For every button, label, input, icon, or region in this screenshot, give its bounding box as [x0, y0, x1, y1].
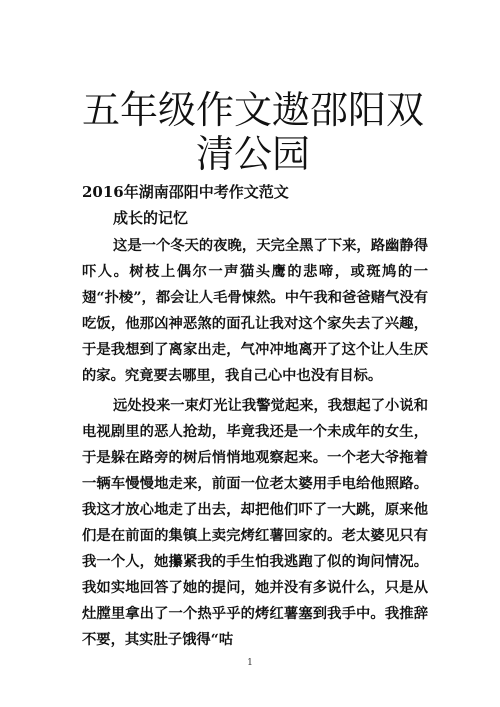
essay-paragraph-1: 这是一个冬天的夜晚，天完全黑了下来，路幽静得吓人。树枝上偶尔一声猫头鹰的悲啼，或斑鸠的一翅“扑棱”，都会让人毛骨悚然。中午我和爸爸赌气没有吃饭，他那凶神恶煞的面孔让我对这个家失去了兴趣，于是我想到了离家出走，气冲冲地离开了这个让人生厌的家。究竟要去哪里，我自己心中也没有目标。 — [82, 238, 428, 384]
essay-paragraph-2: 远处投来一束灯光让我警觉起来，我想起了小说和电视剧里的恶人抢劫，毕竟我还是一个未成年的女生，于是躲在路旁的树后悄悄地观察起来。一个老大爷拖着一辆车慢慢地走来，前面一位老太婆用手电给他照路。我这才放心地走了出去，却把他们吓了一大跳，原来他们是在前面的集镇上卖完烤红薯回家的。老太婆见只有我一个人，她攥紧我的手生怕我逃跑了似的询问情况。我如实地回答了她的提问，她并没有多说什么，只是从灶膛里拿出了一个热乎乎的烤红薯塞到我手中。我推辞不要，其实肚子饿得“咕 — [82, 398, 428, 648]
essay-title: 成长的记忆 — [113, 209, 189, 227]
document-subtitle: 2016年湖南邵阳中考作文范文 — [82, 183, 289, 201]
document-title: 五年级作文遨邵阳双清公园 — [81, 88, 424, 176]
page-number: 1 — [247, 658, 253, 668]
